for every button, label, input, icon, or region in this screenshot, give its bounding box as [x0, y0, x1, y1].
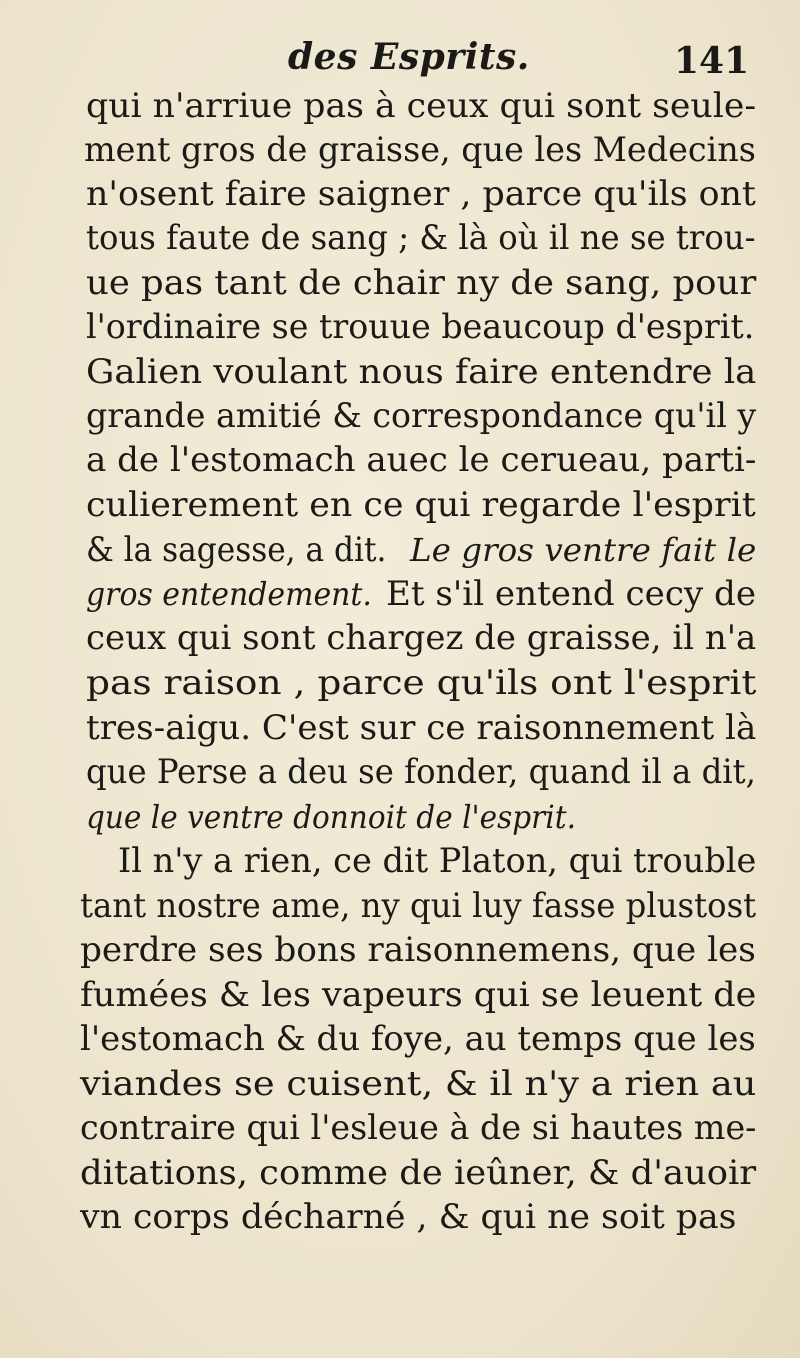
text-line: culierement en ce qui regarde l'esprit — [86, 485, 756, 525]
text-line: ment gros de graisse, que les Medecins — [84, 130, 756, 170]
text-line: & la sagesse, a dit. — [86, 530, 387, 570]
text-line: tres-aigu. C'est sur ce raisonnement là — [86, 708, 757, 748]
text-line: Et s'il entend cecy de — [386, 574, 757, 614]
text-line: qui n'arriue pas à ceux qui sont seule- — [86, 86, 757, 126]
italic-quote: Le gros ventre fait le — [410, 531, 757, 569]
text-line: ue pas tant de chair ny de sang, pour — [86, 263, 757, 303]
text-line: ditations, comme de ieûner, & d'auoir — [80, 1153, 757, 1193]
text-line: perdre ses bons raisonnemens, que les — [80, 930, 756, 970]
text-line: contraire qui l'esleue à de si hautes me- — [80, 1108, 757, 1148]
text-line: fumées & les vapeurs qui se leuent de — [80, 975, 757, 1015]
text-line: pas raison , parce qu'ils ont l'esprit — [86, 663, 757, 703]
text-line: vn corps décharné , & qui ne soit pas — [80, 1197, 737, 1237]
text-line: a de l'estomach auec le cerueau, parti- — [86, 440, 757, 480]
page-header — [0, 30, 800, 90]
text-line: l'ordinaire se trouue beaucoup d'esprit. — [86, 307, 755, 347]
text-line: tous faute de sang ; & là où il ne se trou- — [86, 218, 756, 258]
text-line: Galien voulant nous faire entendre la — [86, 352, 757, 392]
text-line: que Perse a deu se fonder, quand il a dit, — [86, 752, 756, 792]
running-head: des Esprits. — [288, 36, 530, 78]
text-line: ceux qui sont chargez de graisse, il n'a — [86, 618, 757, 658]
page-number: 141 — [674, 40, 750, 82]
text-line: l'estomach & du foye, au temps que les — [80, 1019, 756, 1059]
text-line: n'osent faire saigner , parce qu'ils ont — [86, 174, 756, 214]
text-line: grande amitié & correspondance qu'il y — [86, 396, 757, 436]
italic-quote: gros entendement. — [86, 575, 372, 613]
text-line: tant nostre ame, ny qui luy fasse plustost — [80, 886, 757, 926]
italic-quote: que le ventre donnoit de l'esprit. — [86, 798, 576, 836]
text-line: Il n'y a rien, ce dit Platon, qui trouble — [118, 841, 757, 881]
text-line: viandes se cuisent, & il n'y a rien au — [80, 1064, 757, 1104]
